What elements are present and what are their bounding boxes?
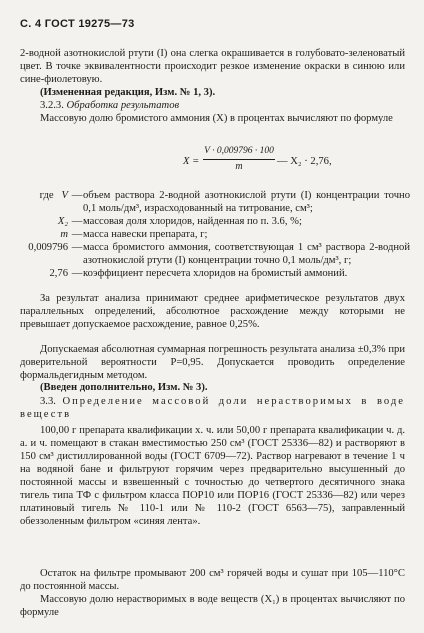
formula-denominator: m — [235, 161, 243, 172]
formula-lhs: X = — [183, 156, 200, 167]
definition-symbol: 2,76 — [49, 268, 68, 279]
definition-text: масса навески препарата, г; — [83, 229, 208, 240]
definition-dash: — — [71, 216, 83, 227]
section-3-2-3-heading — [20, 99, 405, 112]
definition-symbol: X₂ — [57, 216, 68, 227]
definition-text: объем раствора 2-водной азотнокислой ртути (I) концентрации точно 0,1 моль/дм³, израсходованный на титрование, см³; — [83, 190, 410, 214]
amendment-note-2: (Введен дополнительно, Изм. № 3). — [40, 382, 208, 393]
definition-row — [20, 228, 410, 241]
definition-text: коэффициент пересчета хлоридов на бромистый аммоний. — [83, 268, 348, 279]
definition-symbol: где V — [39, 190, 68, 201]
where-word: где — [39, 190, 54, 201]
paragraph-procedure: 100,00 г препарата квалификации х. ч. или 50,00 г препарата квалификации ч. д. а. и ч. помещают в стакан вместимостью 250 см³ (ГОСТ 25336—82) и растворяют в 150 см³ дистиллированной воды (ГОСТ 6709—72). Раствор нагревают в течение 1 ч на водяной бане и фильтруют горячим через предварительно высушенный до постоянной массы и взвешенный с точностью до четвертого десятичного знака тигель типа ТФ с фильтром класса ПОР10 или ПОР16 (ГОСТ 25336—82) или через платиновый тигель № 110-1 или № 110-2 (ГОСТ 6563—75), заправленный обеззоленным фильтром «синяя лента». — [20, 425, 405, 527]
paragraph-result-averaging: За результат анализа принимают среднее арифметическое результатов двух параллельных определений, абсолютное расхождение между которыми не превышает допускаемое расхождение, равное 0,25%. — [20, 293, 405, 330]
definition-dash: — — [71, 268, 83, 279]
variable-definitions — [20, 189, 410, 280]
paragraph-washing-drying: Остаток на фильтре промывают 200 см³ горячей воды и сушат при 105—110°С до постоянной массы. — [20, 568, 405, 592]
definition-symbol: m — [60, 229, 68, 240]
definition-row — [20, 267, 410, 280]
definition-text: массовая доля хлоридов, найденная по п. 3.6, %; — [83, 216, 302, 227]
amendment-note-1: (Измененная редакция, Изм. № 1, 3). — [40, 87, 216, 98]
definition-row — [20, 215, 410, 228]
paragraph-permissible-error: Допускаемая абсолютная суммарная погрешность результата анализа ±0,3% при доверительной вероятности P=0,95. Допускается проводить определение формальдегидным методом. — [20, 344, 405, 381]
section-title: Определение массовой доли нерастворимых в воде веществ — [20, 396, 405, 420]
definition-dash: — — [71, 242, 83, 253]
formula-fraction — [203, 145, 275, 173]
definition-dash: — — [71, 190, 83, 201]
definition-text: масса бромистого аммония, соответствующая 1 см³ раствора 2-водной азотнокислой ртути (I) концентрации точно 0,1 моль/дм³, г; — [83, 242, 410, 266]
section-title: Обработка результатов — [66, 100, 180, 111]
section-number: 3.3. — [40, 396, 56, 407]
page-header: С. 4 ГОСТ 19275—73 — [20, 18, 135, 30]
section-3-3-heading — [20, 395, 405, 421]
section-number: 3.2.3. — [40, 100, 64, 111]
paragraph-insolubles-formula-intro: Массовую долю нерастворимых в воде веществ (X₁) в процентах вычисляют по формуле — [20, 594, 405, 618]
paragraph-titration-endpoint: 2-водной азотнокислой ртути (I) она слегка окрашивается в голубовато-зеленоватый цвет. В точке эквивалентности происходит резкое изменение окраски в синюю или сине-фиолетовую. — [20, 48, 405, 85]
paragraph-formula-intro: Массовую долю бромистого аммония (X) в процентах вычисляют по формуле — [40, 113, 393, 124]
formula-ammonium-bromide — [183, 145, 413, 179]
definition-dash: — — [71, 229, 83, 240]
formula-rhs: — X₂ · 2,76, — [277, 156, 332, 167]
formula-numerator: V · 0,009796 · 100 — [203, 145, 275, 160]
definition-symbol: 0,009796 — [28, 242, 68, 253]
definition-row — [20, 189, 410, 215]
definition-row — [20, 241, 410, 267]
